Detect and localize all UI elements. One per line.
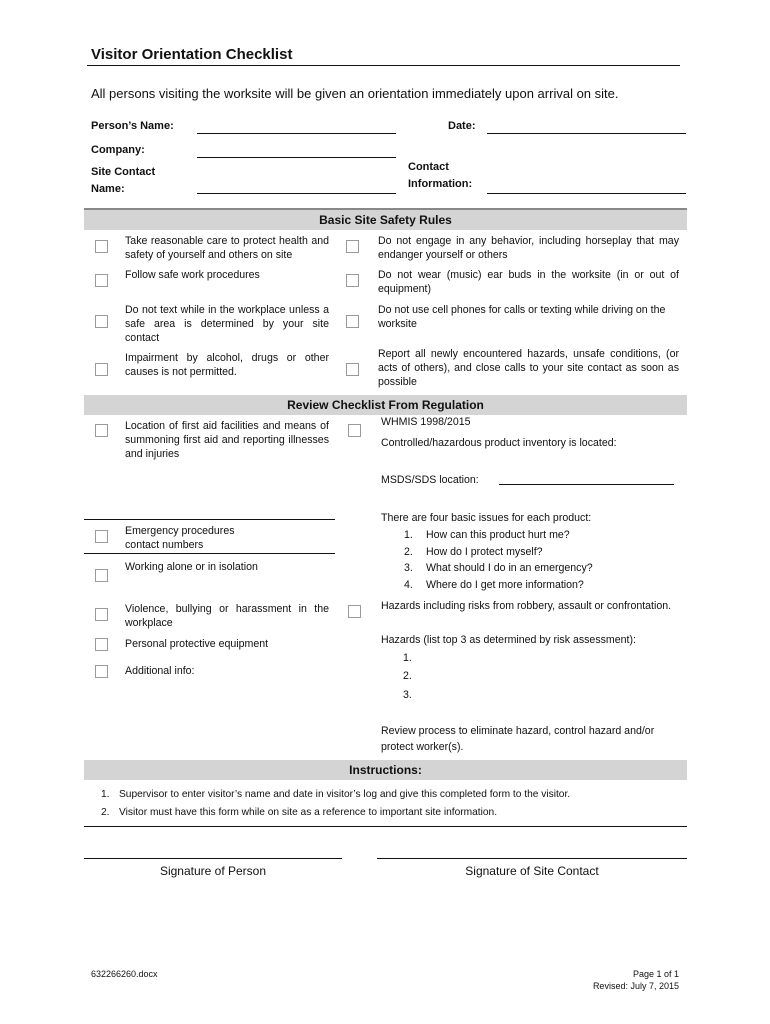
review-text: Working alone or in isolation bbox=[125, 561, 258, 573]
rule-text: Do not use cell phones for calls or texting while driving on the worksite bbox=[378, 304, 666, 330]
contact-numbers: contact numbers bbox=[125, 539, 204, 551]
hazards-robbery: Hazards including risks from robbery, assault or confrontation. bbox=[381, 600, 672, 612]
hazard-number: 2. bbox=[403, 670, 412, 682]
rule-text: Impairment by alcohol, drugs or other causes is not permitted. bbox=[125, 352, 329, 378]
instructions-list bbox=[101, 786, 570, 822]
title-underline bbox=[87, 65, 680, 66]
footer-docname: 632266260.docx bbox=[91, 969, 158, 979]
hazard-number: 3. bbox=[403, 689, 412, 701]
checkbox[interactable] bbox=[95, 608, 108, 621]
list-item: 4. Where do I get more information? bbox=[404, 578, 584, 591]
checkbox[interactable] bbox=[95, 240, 108, 253]
footer-page: Page 1 of 1 Revised: July 7, 2015 bbox=[592, 969, 679, 991]
site-contact-field[interactable] bbox=[197, 193, 396, 194]
date-field[interactable] bbox=[487, 133, 686, 134]
date-label: Date: bbox=[448, 120, 476, 132]
checkbox[interactable] bbox=[95, 424, 108, 437]
list-item: 1. How can this product hurt me? bbox=[404, 529, 570, 541]
site-contact-label: Site Contact Name: bbox=[91, 166, 156, 195]
checkbox[interactable] bbox=[346, 363, 359, 376]
checkbox[interactable] bbox=[95, 530, 108, 543]
checkbox[interactable] bbox=[95, 569, 108, 582]
persons-name-field[interactable] bbox=[197, 133, 396, 134]
instructions-heading: Instructions: bbox=[84, 760, 687, 780]
checkbox[interactable] bbox=[95, 274, 108, 287]
checkbox[interactable] bbox=[346, 315, 359, 328]
review-heading: Review Checklist From Regulation bbox=[84, 395, 687, 415]
rule-text: Report all newly encountered hazards, unsafe conditions, (or acts of others), and close calls to your site contact as soon as possible bbox=[378, 348, 679, 388]
checkbox[interactable] bbox=[95, 665, 108, 678]
signature-person-field[interactable] bbox=[84, 858, 342, 859]
review-text: Additional info: bbox=[125, 665, 195, 677]
checkbox[interactable] bbox=[95, 315, 108, 328]
rule-text: Do not engage in any behavior, including horseplay that may endanger yourself or others bbox=[378, 235, 679, 261]
four-issues-label: There are four basic issues for each product: bbox=[381, 512, 592, 524]
intro-text: All persons visiting the worksite will be given an orientation immediately upon arrival on site. bbox=[91, 86, 619, 101]
section-rule bbox=[84, 826, 687, 827]
hazards-list-label: Hazards (list top 3 as determined by risk assessment): bbox=[381, 634, 636, 646]
company-field[interactable] bbox=[197, 157, 396, 158]
persons-name-label: Person’s Name: bbox=[91, 120, 174, 132]
emergency-procedures: Emergency procedures bbox=[125, 525, 235, 537]
list-item: 2. How do I protect myself? bbox=[404, 545, 543, 558]
msds-field[interactable] bbox=[499, 484, 674, 485]
row-rule bbox=[84, 553, 335, 554]
checkbox[interactable] bbox=[348, 605, 361, 618]
checkbox[interactable] bbox=[348, 424, 361, 437]
company-label: Company: bbox=[91, 144, 145, 156]
rule-text: Do not text while in the workplace unless a safe area is determined by your site contact bbox=[125, 304, 329, 344]
checkbox[interactable] bbox=[346, 274, 359, 287]
basic-rules-heading: Basic Site Safety Rules bbox=[84, 210, 687, 230]
review-process: Review process to eliminate hazard, control hazard and/or protect worker(s). bbox=[381, 725, 655, 753]
signature-person-label: Signature of Person bbox=[159, 864, 267, 878]
checkbox[interactable] bbox=[95, 638, 108, 651]
inventory-label: Controlled/hazardous product inventory is located: bbox=[381, 437, 617, 449]
checkbox[interactable] bbox=[346, 240, 359, 253]
page-title: Visitor Orientation Checklist bbox=[91, 46, 293, 63]
review-text: Violence, bullying or harassment in the workplace bbox=[125, 603, 329, 629]
whmis-label: WHMIS 1998/2015 bbox=[381, 416, 471, 428]
signature-site-contact-label: Signature of Site Contact bbox=[465, 864, 599, 878]
list-item: 2. Visitor must have this form while on site as a reference to important site information. bbox=[101, 807, 498, 818]
hazard-number: 1. bbox=[403, 652, 412, 664]
contact-info-field[interactable] bbox=[487, 193, 686, 194]
rule-text: Take reasonable care to protect health and safety of yourself and others on site bbox=[125, 235, 329, 261]
rule-text: Do not wear (music) ear buds in the worksite (in or out of equipment) bbox=[378, 269, 679, 295]
signature-site-contact-field[interactable] bbox=[377, 858, 687, 859]
review-text: Location of first aid facilities and means of summoning first aid and reporting illnesses and injuries bbox=[125, 420, 329, 460]
checkbox[interactable] bbox=[95, 363, 108, 376]
row-rule bbox=[84, 519, 335, 520]
contact-info-label: Contact Information: bbox=[408, 161, 473, 190]
issues-list bbox=[404, 527, 593, 593]
rule-text: Follow safe work procedures bbox=[125, 269, 260, 281]
list-item: 1. Supervisor to enter visitor’s name and date in visitor’s log and give this completed form to the visitor. bbox=[101, 789, 571, 800]
review-text: Personal protective equipment bbox=[125, 638, 269, 650]
msds-label: MSDS/SDS location: bbox=[381, 474, 479, 486]
list-item: 3. What should I do in an emergency? bbox=[404, 562, 593, 574]
